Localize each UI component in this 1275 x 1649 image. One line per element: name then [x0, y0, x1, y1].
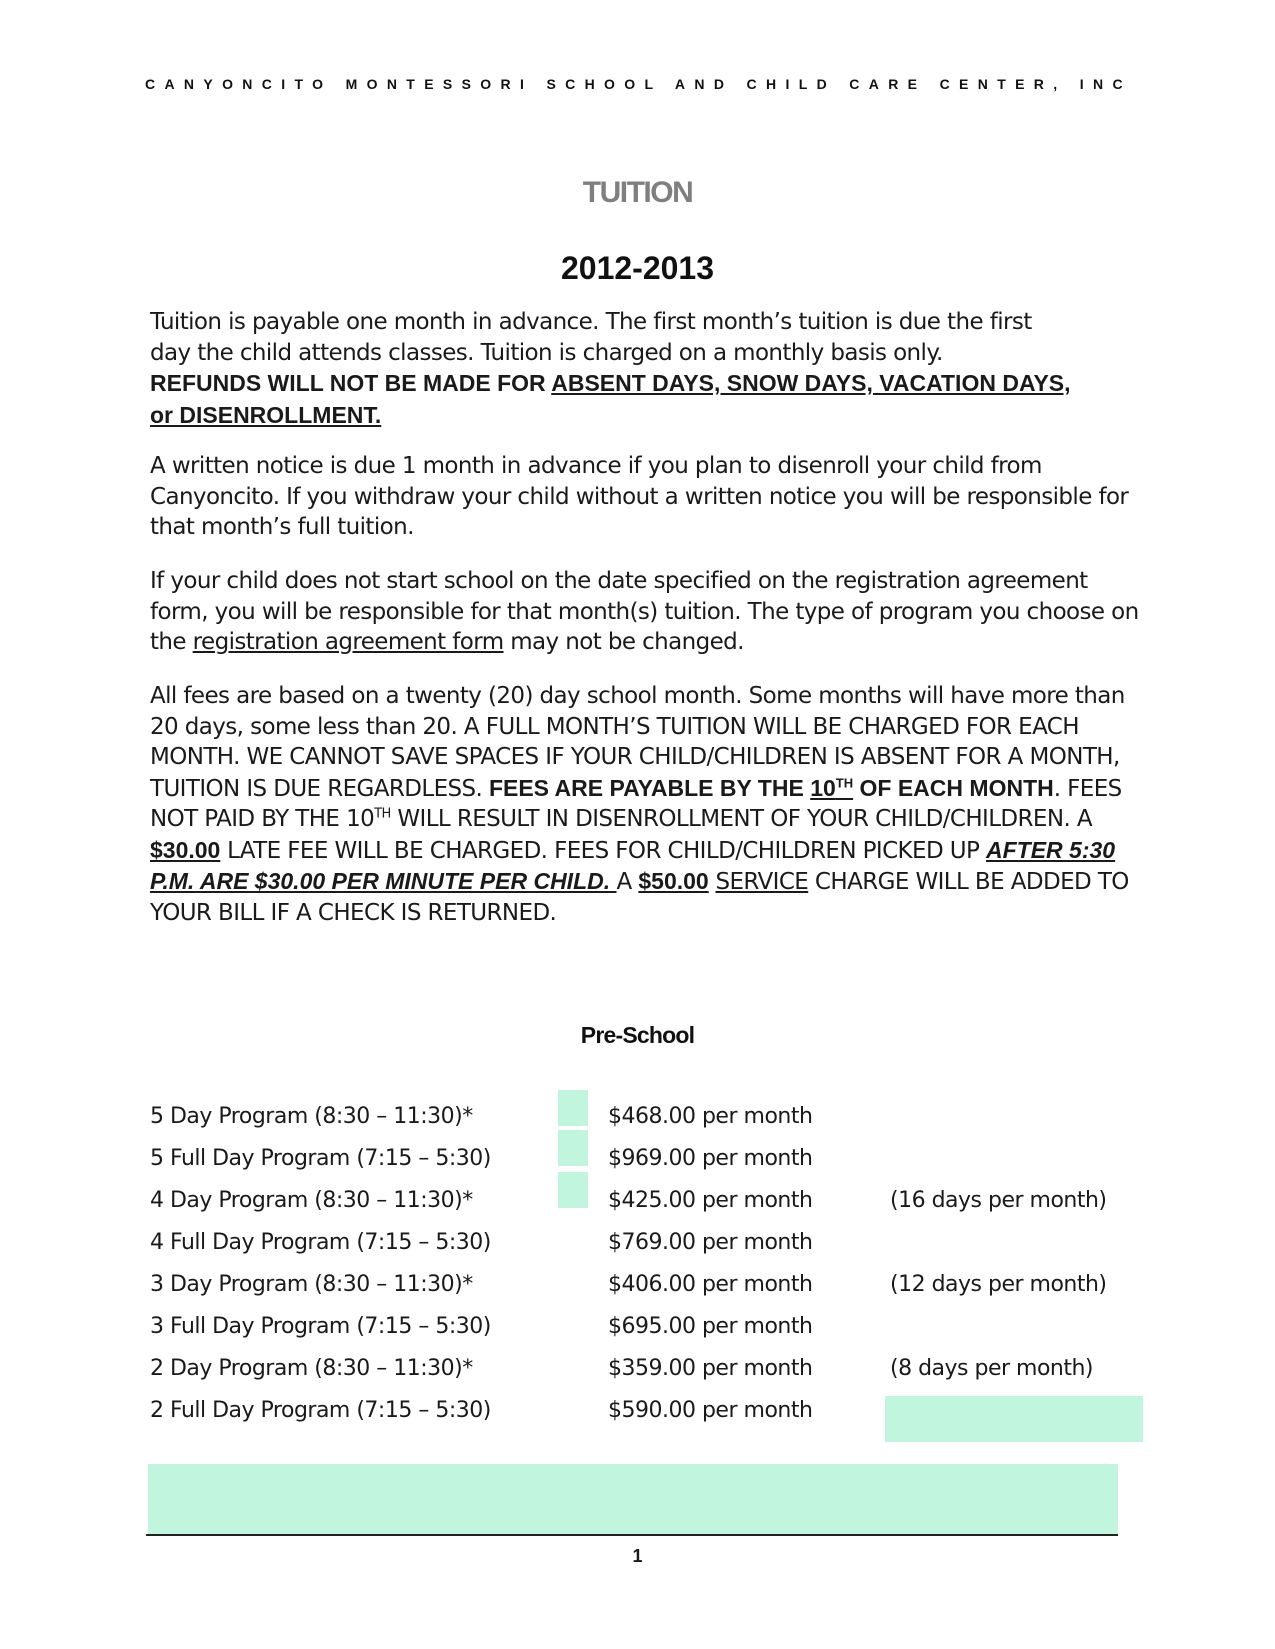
service-word: SERVICE: [715, 869, 809, 895]
paragraph-written-notice: A written notice is due 1 month in advance if you plan to disenroll your child from Canyoncito. If you withdraw your child without a written notice you will be responsible for that month’s full tuition.: [150, 453, 1129, 540]
program-price: $695.00 per month: [608, 1314, 813, 1339]
program-price: $769.00 per month: [608, 1230, 813, 1255]
fees-due-day: 10TH: [810, 774, 854, 801]
table-row: [0, 1264, 1275, 1306]
program-name: 5 Full Day Program (7:15 – 5:30): [150, 1146, 491, 1171]
service-fee-amount: $50.00: [638, 868, 709, 894]
paragraph-start-date: [150, 566, 1150, 658]
refund-reasons: ABSENT DAYS, SNOW DAYS, VACATION DAYS,: [551, 370, 1071, 396]
fees-due-bold: FEES ARE PAYABLE BY THE: [488, 774, 811, 801]
highlight-block: [148, 1464, 1118, 1536]
fees-text-c: . FEES NOT PAID BY THE 10: [150, 775, 1122, 832]
page-number: 1: [632, 1546, 643, 1566]
school-year: 2012-2013: [560, 250, 715, 286]
program-name: 2 Day Program (8:30 – 11:30)*: [150, 1356, 473, 1381]
start-date-text-end: may not be changed.: [503, 629, 744, 655]
fees-text-e: LATE FEE WILL BE CHARGED. FEES FOR CHILD/CHILDREN PICKED UP: [220, 837, 986, 864]
payment-line-2: day the child attends classes. Tuition is charged on a monthly basis only.: [150, 339, 943, 366]
fees-text-a: All fees are based on a twenty (20) day school month. Some months will have more than 20 days, some less than 20. A FULL MONTH’S TUITION WILL BE CHARGED FOR EACH MONTH. WE CANNOT SAVE SPACES IF YOUR CHILD/CHILDREN IS ABSENT FOR A MONTH, TUITION IS DUE REGARDLESS.: [150, 683, 1125, 802]
table-row: [0, 1138, 1275, 1180]
fees-text-c-sup: TH: [374, 806, 391, 822]
table-row: [0, 1306, 1275, 1348]
fees-text-f: A: [616, 869, 639, 895]
program-price: $969.00 per month: [608, 1146, 813, 1171]
paragraph-payment: [150, 307, 1150, 431]
payment-line-1: Tuition is payable one month in advance. The first month’s tuition is due the first: [150, 309, 1032, 335]
program-note: (16 days per month): [890, 1188, 1107, 1213]
program-name: 4 Day Program (8:30 – 11:30)*: [150, 1188, 473, 1213]
table-row: [0, 1096, 1275, 1138]
section-title-preschool: Pre-School: [580, 1022, 695, 1048]
fees-text-d: WILL RESULT IN DISENROLLMENT OF YOUR CHILD/CHILDREN. A: [390, 806, 1093, 832]
table-row: [0, 1390, 1275, 1432]
program-name: 3 Day Program (8:30 – 11:30)*: [150, 1272, 473, 1297]
program-note: (8 days per month): [890, 1356, 1094, 1381]
program-price: $590.00 per month: [608, 1398, 813, 1423]
table-row: [0, 1180, 1275, 1222]
program-name: 4 Full Day Program (7:15 – 5:30): [150, 1230, 491, 1255]
program-note: (12 days per month): [890, 1272, 1107, 1297]
program-price: $406.00 per month: [608, 1272, 813, 1297]
program-price: $468.00 per month: [608, 1104, 813, 1129]
late-fee-amount: $30.00: [150, 836, 221, 863]
fees-text-h: CHARGE WILL BE ADDED TO YOUR BILL IF A CHECK IS RETURNED.: [150, 869, 1129, 926]
paragraph-fees: [150, 681, 1150, 928]
document-header: CANYONCITO MONTESSORI SCHOOL AND CHILD CARE CENTER, INC: [145, 76, 1132, 92]
page-title: TUITION: [582, 176, 693, 209]
program-name: 2 Full Day Program (7:15 – 5:30): [150, 1398, 491, 1423]
late-pickup-fee: AFTER 5:30 P.M. ARE $30.00 PER MINUTE PER CHILD.: [150, 836, 1116, 894]
table-row: [0, 1348, 1275, 1390]
table-row: [0, 1222, 1275, 1264]
program-name: 5 Day Program (8:30 – 11:30)*: [150, 1104, 473, 1129]
refund-notice: REFUNDS WILL NOT BE MADE FOR: [150, 370, 552, 396]
program-name: 3 Full Day Program (7:15 – 5:30): [150, 1314, 491, 1339]
fees-due-bold-2: OF EACH MONTH: [853, 774, 1054, 801]
program-price: $425.00 per month: [608, 1188, 813, 1213]
start-date-text: If your child does not start school on the date specified on the registration agreement form, you will be responsible for that month(s) tuition. The type of program you choose on the: [150, 568, 1139, 655]
refund-disenrollment: or DISENROLLMENT.: [150, 401, 382, 428]
registration-form-link[interactable]: registration agreement form: [192, 629, 504, 655]
footer-divider: [146, 1534, 1118, 1536]
program-price: $359.00 per month: [608, 1356, 813, 1381]
